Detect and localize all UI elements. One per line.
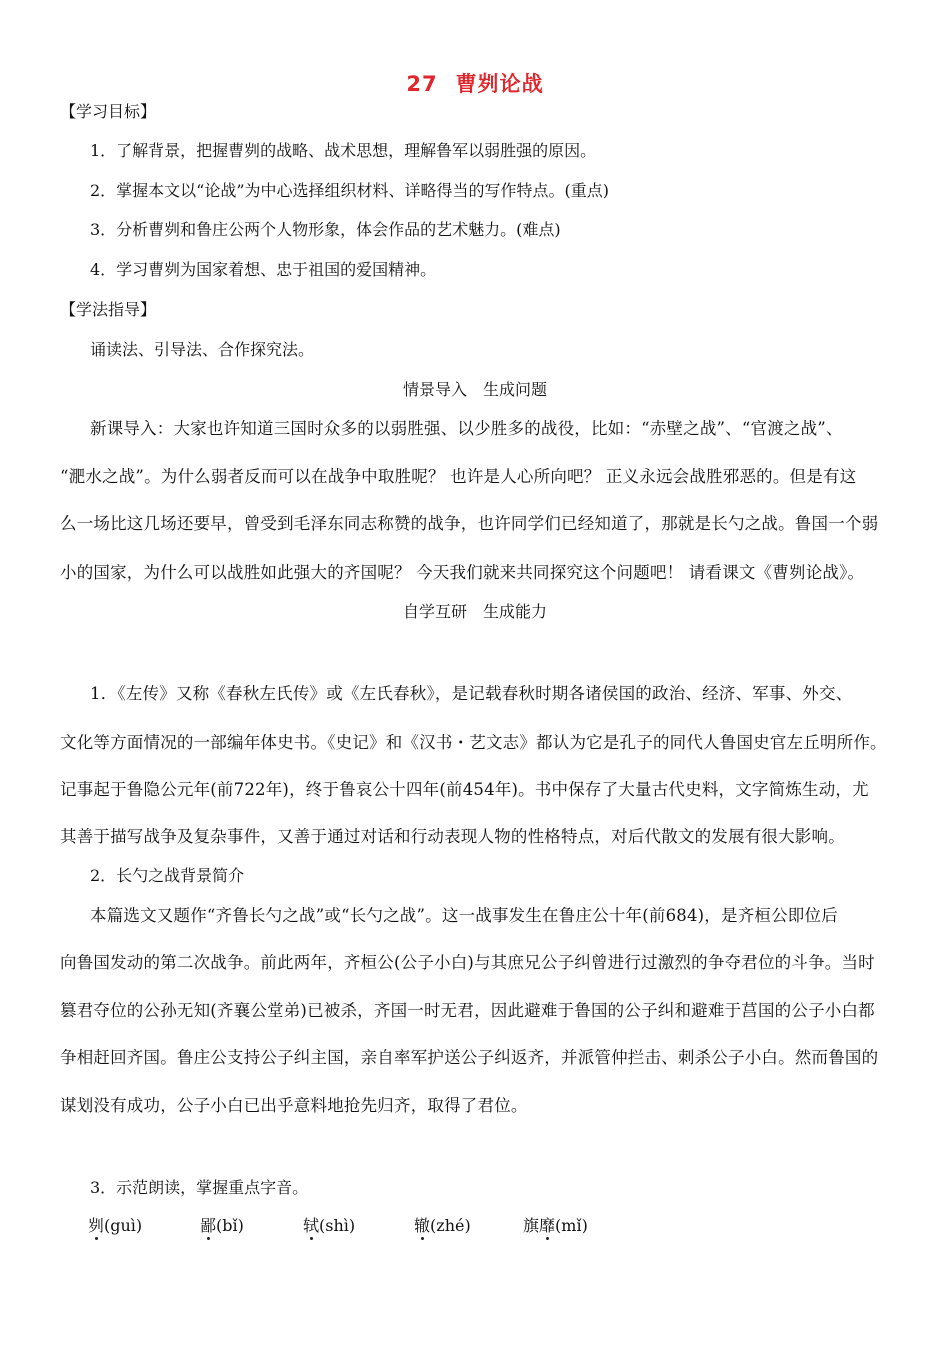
- pronunciation-item: 轼(shì): [303, 1216, 356, 1235]
- pronunciation-item: 辙(zhé): [414, 1216, 471, 1235]
- objectives-heading: 【学习目标】: [60, 102, 157, 121]
- zuozhuan-paragraph-line: 记事起于鲁隐公元年(前722年)，终于鲁哀公十四年(前454年)。书中保存了大量古代史料，文字简炼生动，尤: [60, 780, 869, 799]
- background-heading: 2．长勺之战背景简介: [90, 866, 245, 885]
- background-paragraph-line: 向鲁国发动的第二次战争。前此两年，齐桓公(公子小白)与其庶兄公子纠曾进行过激烈的争夺君位的斗争。当时: [60, 953, 875, 972]
- objective-item: 2．掌握本文以“论战”为中心选择组织材料、详略得当的写作特点。(重点): [90, 181, 610, 200]
- lesson-number: 27: [406, 72, 438, 96]
- guidance-text: 诵读法、引导法、合作探究法。: [90, 340, 315, 359]
- pronunciation-item: 旗靡(mǐ): [523, 1216, 588, 1235]
- intro-paragraph-line: 新课导入：大家也许知道三国时众多的以弱胜强、以少胜多的战役，比如：“赤壁之战”、“官渡之战”、: [90, 419, 843, 438]
- guidance-heading: 【学法指导】: [60, 300, 157, 319]
- reading-heading: 3．示范朗读，掌握重点字音。: [90, 1178, 309, 1197]
- intro-paragraph-line: “淝水之战”。为什么弱者反而可以在战争中取胜呢？ 也许是人心所向吧？ 正义永远会战胜邪恶的。但是有这: [60, 467, 857, 486]
- background-paragraph-line: 本篇选文又题作“齐鲁长勺之战”或“长勺之战”。这一战事发生在鲁庄公十年(前684)，是齐桓公即位后: [90, 906, 838, 925]
- pronunciation-item: 刿(guì): [88, 1216, 143, 1235]
- intro-paragraph-line: 小的国家，为什么可以战胜如此强大的齐国呢？ 今天我们就来共同探究这个问题吧！ 请看课文《曹刿论战》。: [60, 563, 865, 582]
- zuozhuan-paragraph-line: 文化等方面情况的一部编年体史书。《史记》和《汉书・艺文志》都认为它是孔子的同代人鲁国史官左丘明所作。: [60, 733, 887, 752]
- section-heading: 自学互研 生成能力: [402, 602, 547, 621]
- zuozhuan-paragraph-line: 1．《左传》又称《春秋左氏传》或《左氏春秋》，是记载春秋时期各诸侯国的政治、经济、军事、外交、: [90, 684, 853, 703]
- background-paragraph-line: 争相赶回齐国。鲁庄公支持公子纠主国，亲自率军护送公子纠返齐，并派管仲拦击、刺杀公子小白。然而鲁国的: [60, 1048, 879, 1067]
- objective-item: 3．分析曹刿和鲁庄公两个人物形象，体会作品的艺术魅力。(难点): [90, 220, 561, 239]
- background-paragraph-line: 谋划没有成功，公子小白已出乎意料地抢先归齐，取得了君位。: [60, 1096, 528, 1115]
- document-title: [0, 68, 950, 98]
- pronunciation-item: 鄙(bǐ): [200, 1216, 244, 1235]
- objective-item: 1．了解背景，把握曹刿的战略、战术思想，理解鲁军以弱胜强的原因。: [90, 141, 597, 160]
- section-heading: 情景导入 生成问题: [402, 380, 547, 399]
- zuozhuan-paragraph-line: 其善于描写战争及复杂事件，又善于通过对话和行动表现人物的性格特点，对后代散文的发展有很大影响。: [60, 827, 845, 846]
- objective-item: 4．学习曹刿为国家着想、忠于祖国的爱国精神。: [90, 260, 437, 279]
- intro-paragraph-line: 么一场比这几场还要早，曾受到毛泽东同志称赞的战争，也许同学们已经知道了，那就是长勺之战。鲁国一个弱: [60, 514, 879, 533]
- lesson-title: 曹刿论战: [455, 72, 544, 96]
- background-paragraph-line: 篡君夺位的公孙无知(齐襄公堂弟)已被杀，齐国一时无君，因此避难于鲁国的公子纠和避难于莒国的公子小白都: [60, 1001, 875, 1020]
